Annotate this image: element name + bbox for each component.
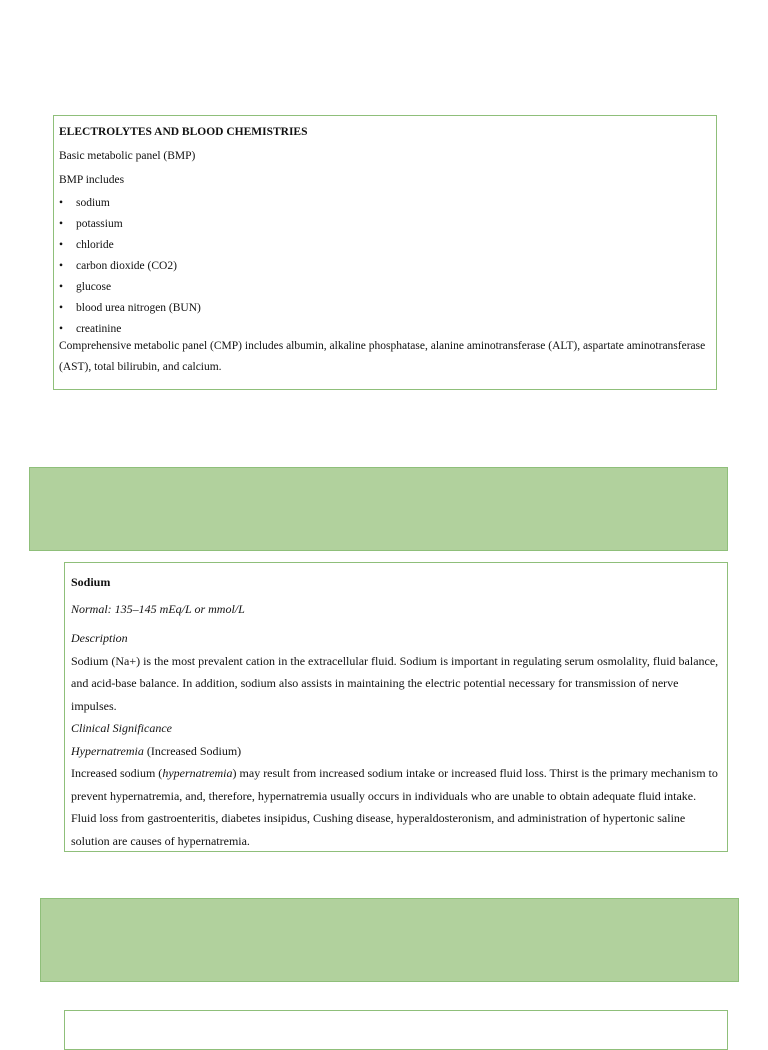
list-item [59,238,711,259]
hypernatremia-paragraph [71,762,721,852]
para-start: Increased sodium ( [71,766,163,780]
bmp-box [53,115,717,390]
bullet-icon: • [59,323,64,335]
list-item [59,280,711,301]
bullet-icon: • [59,197,64,209]
sodium-box [64,562,728,852]
green-band [40,898,739,982]
list-item-text: potassium [76,218,123,230]
bullet-icon: • [59,281,64,293]
para-rest: ) may result from increased sodium intake or increased fluid loss. Thirst is the primary mechanism to prevent hypernatremia, and, therefore, hypernatremia usually occurs in individuals who are unable to obtain adequate fluid intake. Fluid loss from gastroenteritis, diabetes insipidus, Cushing disease, hyperaldosteronism, and administration of hypertonic saline solution are causes of hypernatremia. [71,766,718,848]
description-paragraph: Sodium (Na+) is the most prevalent cation in the extracellular fluid. Sodium is important in regulating serum osmolality, fluid balance, and acid-base balance. In addition, sodium also assists in maintaining the electric potential necessary for transmission of nerve impulses. [71,653,719,713]
hypernatremia-heading [71,740,721,763]
list-item-text: blood urea nitrogen (BUN) [76,302,201,314]
next-section-box [64,1010,728,1050]
description-heading: Description [71,631,128,645]
list-item-text: chloride [76,239,114,251]
list-item [59,259,711,280]
hypernatremia-term: Hypernatremia [71,743,144,758]
list-item [59,196,711,217]
bullet-icon: • [59,218,64,230]
list-item-text: glucose [76,281,112,293]
bmp-box-title: ELECTROLYTES AND BLOOD CHEMISTRIES [59,126,308,138]
bullet-icon: • [59,260,64,272]
list-item [59,301,711,322]
bullet-icon: • [59,302,64,314]
sodium-normal-range: Normal: 135–145 mEq/L or mmol/L [71,602,245,616]
clinical-significance-heading: Clinical Significance [71,721,172,735]
cmp-paragraph: Comprehensive metabolic panel (CMP) includes albumin, alkaline phosphatase, alanine aminotransferase (ALT), aspartate aminotransferase (AST), total bilirubin, and calcium. [59,340,706,373]
bmp-list [59,196,711,343]
list-item-text: sodium [76,197,110,209]
para-term: hypernatremia [162,766,233,780]
bullet-icon: • [59,239,64,251]
hypernatremia-paren: (Increased Sodium) [143,743,242,758]
sodium-title: Sodium [71,575,111,589]
bmp-includes-label: BMP includes [59,174,125,186]
list-item-text: creatinine [76,323,122,335]
list-item [59,217,711,238]
list-item-text: carbon dioxide (CO2) [76,260,177,272]
bmp-subtitle: Basic metabolic panel (BMP) [59,150,196,162]
list-item [59,322,711,343]
green-band [29,467,728,551]
